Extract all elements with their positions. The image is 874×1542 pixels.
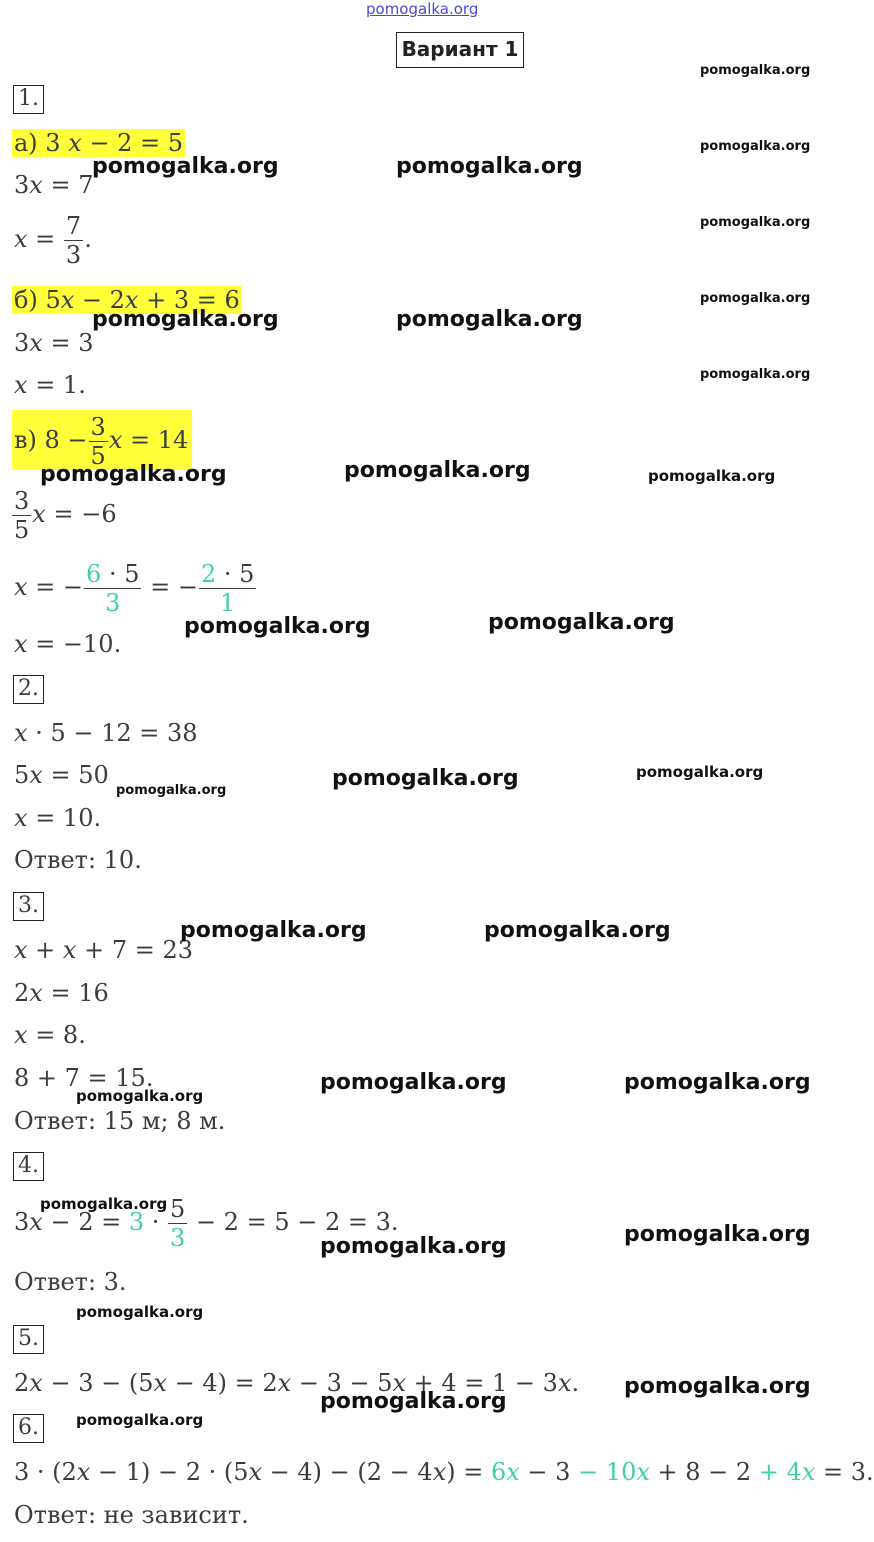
watermark: pomogalka.org bbox=[320, 1389, 507, 1414]
p3-step3: 8 + 7 = 15. bbox=[14, 1064, 154, 1092]
p1a-answer: x = $\frac{7}{3}$ . bbox=[14, 212, 92, 269]
p1b-answer: x = 1. bbox=[14, 371, 86, 399]
p1c-step2: x = − $\frac{6 \cdot 5}{3}$ = − $\frac{2 \cdot 5}{1}$ bbox=[14, 560, 255, 617]
watermark: pomogalka.org bbox=[624, 1070, 811, 1095]
p1c-answer: x = −10. bbox=[14, 630, 122, 658]
p3-step2: x = 8. bbox=[14, 1021, 86, 1049]
watermark: pomogalka.org bbox=[396, 307, 583, 332]
watermark: pomogalka.org bbox=[92, 154, 279, 179]
p3-step1: 2x = 16 bbox=[14, 979, 109, 1007]
watermark: pomogalka.org bbox=[484, 918, 671, 943]
watermark: pomogalka.org bbox=[700, 63, 811, 78]
problem-2-number: 2. bbox=[13, 675, 44, 704]
p4-expression: 3x − 2 = 3 · $\frac{5}{3}$ − 2 = 5 − 2 = 3. bbox=[14, 1195, 399, 1252]
watermark: pomogalka.org bbox=[184, 614, 371, 639]
p1b-equation: б) 5x − 2x + 3 = 6 bbox=[14, 286, 240, 314]
watermark: pomogalka.org bbox=[700, 139, 811, 154]
p5-expression: 2x − 3 − (5x − 4) = 2x − 3 − 5x + 4 = 1 − 3x. bbox=[14, 1369, 580, 1397]
watermark: pomogalka.org bbox=[76, 1303, 204, 1321]
p3-equation: x + x + 7 = 23 bbox=[14, 936, 194, 964]
watermark: pomogalka.org bbox=[332, 766, 519, 791]
problem-4-number: 4. bbox=[13, 1152, 44, 1181]
watermark: pomogalka.org bbox=[116, 783, 227, 798]
p2-step1: 5x = 50 bbox=[14, 761, 109, 789]
watermark: pomogalka.org bbox=[76, 1087, 204, 1105]
p1b-step1: 3x = 3 bbox=[14, 329, 94, 357]
watermark: pomogalka.org bbox=[40, 1195, 168, 1213]
watermark: pomogalka.org bbox=[700, 215, 811, 230]
variant-title: Вариант 1 bbox=[396, 32, 524, 68]
problem-5-number: 5. bbox=[13, 1325, 44, 1354]
watermark: pomogalka.org bbox=[320, 1070, 507, 1095]
watermark: pomogalka.org bbox=[648, 467, 776, 485]
watermark: pomogalka.org bbox=[700, 291, 811, 306]
watermark: pomogalka.org bbox=[344, 458, 531, 483]
p3-answer: Ответ: 15 м; 8 м. bbox=[14, 1107, 226, 1135]
p2-answer: Ответ: 10. bbox=[14, 846, 142, 874]
watermark: pomogalka.org bbox=[624, 1374, 811, 1399]
watermark: pomogalka.org bbox=[636, 763, 764, 781]
top-watermark-link[interactable]: pomogalka.org bbox=[366, 0, 479, 18]
p1a-equation: а) 3 x − 2 = 5 bbox=[14, 129, 184, 157]
p2-step2: x = 10. bbox=[14, 804, 102, 832]
watermark: pomogalka.org bbox=[700, 367, 811, 382]
p6-answer: Ответ: не зависит. bbox=[14, 1501, 249, 1529]
watermark: pomogalka.org bbox=[396, 154, 583, 179]
watermark: pomogalka.org bbox=[40, 462, 227, 487]
watermark: pomogalka.org bbox=[320, 1234, 507, 1259]
watermark: pomogalka.org bbox=[488, 610, 675, 635]
problem-1-number: 1. bbox=[13, 85, 44, 114]
p1c-equation: в) 8 − $\frac{3}{5}$ x = 14 bbox=[14, 410, 192, 470]
p1a-step1: 3x = 7 bbox=[14, 171, 94, 199]
p6-expression: 3 · (2x − 1) − 2 · (5x − 4) − (2 − 4x) = 6x − 3 − 10x + 8 − 2 + 4x = 3. bbox=[14, 1458, 874, 1486]
p2-equation: x · 5 − 12 = 38 bbox=[14, 719, 198, 747]
problem-3-number: 3. bbox=[13, 892, 44, 921]
watermark: pomogalka.org bbox=[180, 918, 367, 943]
problem-6-number: 6. bbox=[13, 1414, 44, 1443]
watermark: pomogalka.org bbox=[92, 307, 279, 332]
watermark: pomogalka.org bbox=[624, 1222, 811, 1247]
p1c-step1: $\frac{3}{5}$ x = −6 bbox=[14, 487, 117, 544]
p4-answer: Ответ: 3. bbox=[14, 1268, 127, 1296]
watermark: pomogalka.org bbox=[76, 1411, 204, 1429]
